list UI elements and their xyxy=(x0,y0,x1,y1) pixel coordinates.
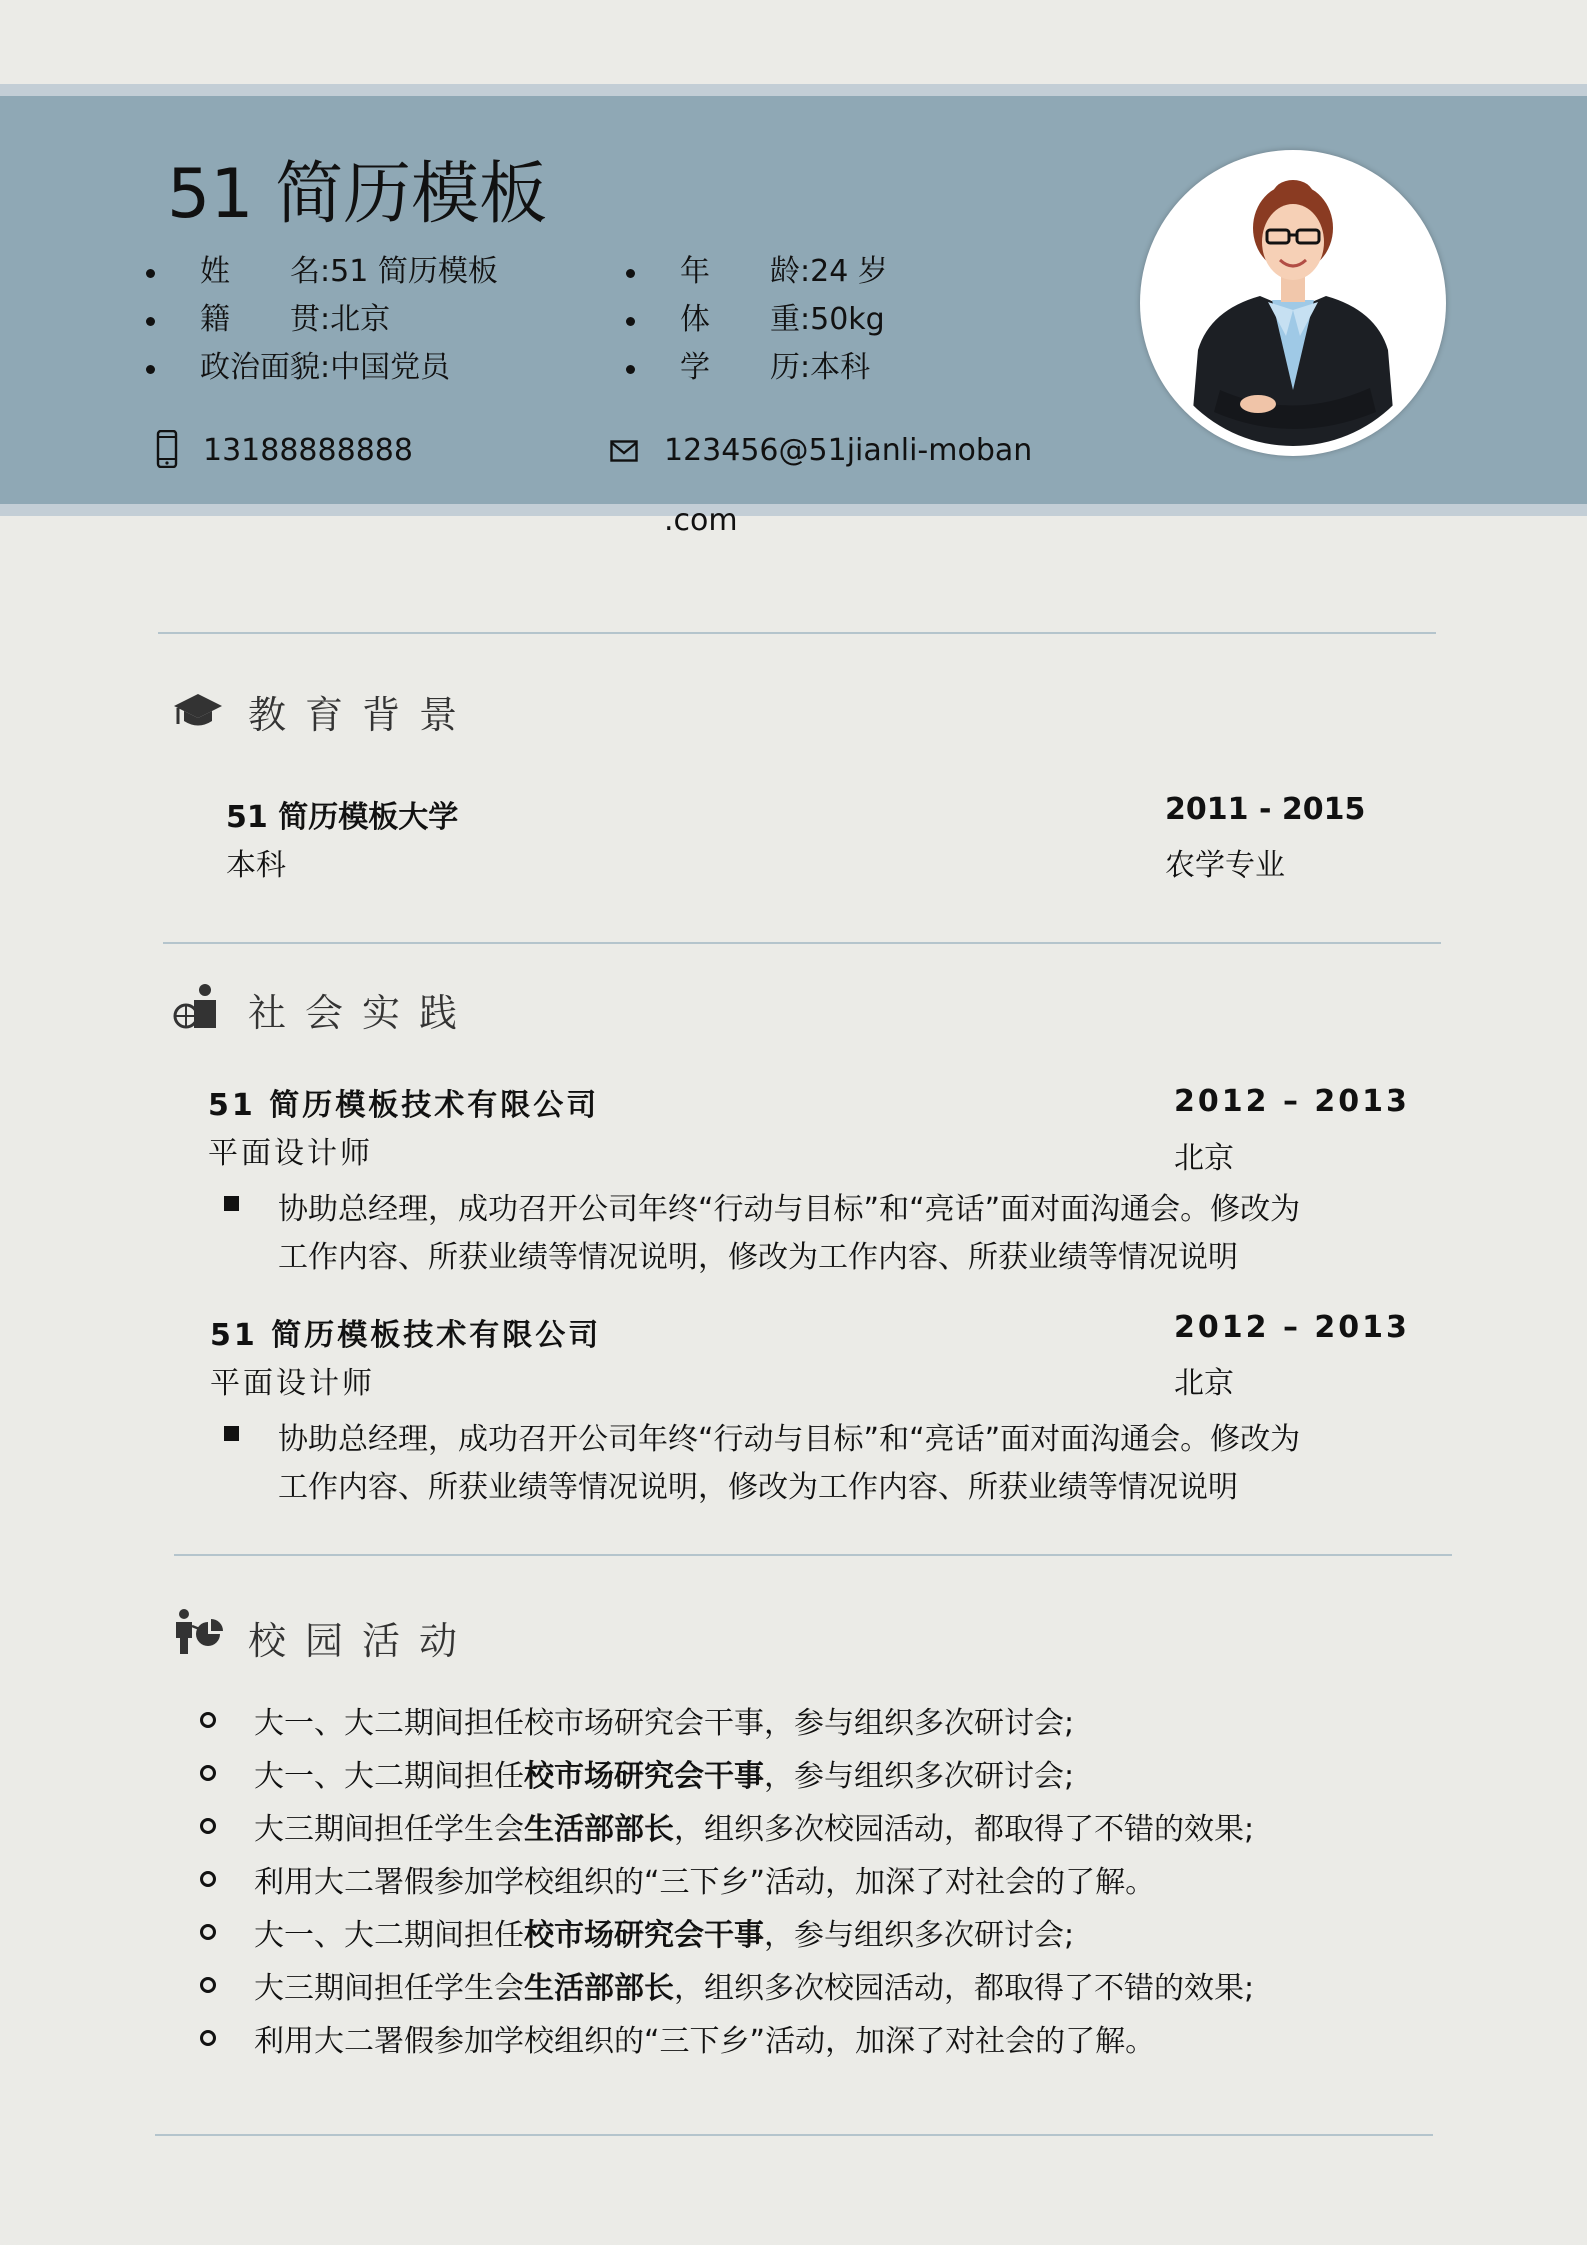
practice-city: 北京 xyxy=(1174,1141,1234,1176)
practice-desc-line: 协助总经理，成功召开公司年终“行动与目标”和“亮话”面对面沟通会。修改为 xyxy=(278,1192,1301,1227)
practice-desc-line: 协助总经理，成功召开公司年终“行动与目标”和“亮话”面对面沟通会。修改为 xyxy=(278,1422,1301,1457)
info-sep: : xyxy=(800,302,811,337)
campus-item-text: 大一、大二期间担任校市场研究会干事，参与组织多次研讨会; xyxy=(254,1706,1075,1741)
info-age xyxy=(680,252,888,292)
bullet-dot-icon xyxy=(146,269,155,278)
section-divider xyxy=(163,942,1441,944)
practice-role: 平面设计师 xyxy=(210,1366,375,1401)
info-sep: : xyxy=(320,302,331,337)
ring-bullet-icon xyxy=(200,1871,216,1887)
info-hometown xyxy=(200,300,390,340)
info-label: 姓 名 xyxy=(200,254,320,289)
campus-item-bold: 生活部部长 xyxy=(524,1971,674,2006)
practice-role: 平面设计师 xyxy=(208,1136,373,1171)
info-political xyxy=(200,348,450,388)
info-label: 体 重 xyxy=(680,302,800,337)
ring-bullet-icon xyxy=(200,1712,216,1728)
campus-item xyxy=(254,1751,1074,1795)
campus-item-text: 大一、大二期间担任 xyxy=(254,1918,524,1953)
campus-item xyxy=(254,2016,1155,2060)
info-label: 籍 贯 xyxy=(200,302,320,337)
info-label: 学 历 xyxy=(680,350,800,385)
avatar xyxy=(1150,160,1436,446)
info-sep: : xyxy=(320,350,331,385)
campus-item-text: ，组织多次校园活动，都取得了不错的效果; xyxy=(674,1812,1255,1847)
campus-item xyxy=(254,1804,1254,1848)
campus-item xyxy=(254,1963,1254,2007)
info-value: 51 简历模板 xyxy=(330,254,498,289)
bullet-dot-icon xyxy=(626,365,635,374)
campus-item-text: ，参与组织多次研讨会; xyxy=(764,1759,1075,1794)
practice-city: 北京 xyxy=(1174,1366,1234,1401)
major: 农学专业 xyxy=(1165,848,1285,883)
info-name xyxy=(200,252,498,292)
info-sep: : xyxy=(800,350,811,385)
campus-item-text: 大一、大二期间担任 xyxy=(254,1759,524,1794)
section-title-campus: 校园活动 xyxy=(248,1619,477,1663)
bullet-dot-icon xyxy=(626,269,635,278)
ring-bullet-icon xyxy=(200,1818,216,1834)
phone-number[interactable]: 13188888888 xyxy=(203,433,413,468)
campus-item xyxy=(254,1910,1074,1954)
ring-bullet-icon xyxy=(200,1765,216,1781)
worker-icon xyxy=(172,982,224,1030)
campus-item-bold: 校市场研究会干事 xyxy=(524,1759,764,1794)
info-label: 政治面貌 xyxy=(200,350,320,385)
info-value: 50kg xyxy=(810,302,885,337)
campus-item-text: 利用大二署假参加学校组织的“三下乡”活动，加深了对社会的了解。 xyxy=(254,2024,1156,2059)
info-label: 年 龄 xyxy=(680,254,800,289)
header-band-top-edge xyxy=(0,84,1587,96)
mail-icon xyxy=(610,440,638,462)
info-education xyxy=(680,348,870,388)
education-years: 2011 - 2015 xyxy=(1165,792,1366,827)
school-name: 51 简历模板大学 xyxy=(226,800,459,835)
practice-company: 51 简历模板技术有限公司 xyxy=(208,1088,600,1123)
section-divider xyxy=(155,2134,1433,2136)
ring-bullet-icon xyxy=(200,2030,216,2046)
info-sep: : xyxy=(320,254,331,289)
practice-desc-line: 工作内容、所获业绩等情况说明，修改为工作内容、所获业绩等情况说明 xyxy=(278,1240,1238,1275)
bullet-dot-icon xyxy=(146,365,155,374)
header-band-bottom-edge xyxy=(0,504,1587,516)
practice-years: 2012 – 2013 xyxy=(1174,1084,1410,1119)
email-line-2: .com xyxy=(664,503,738,538)
info-value: 24 岁 xyxy=(810,254,888,289)
info-value: 中国党员 xyxy=(330,350,451,385)
info-value: 本科 xyxy=(810,350,871,385)
phone-icon xyxy=(156,430,178,468)
square-bullet-icon xyxy=(224,1196,239,1211)
presenter-chart-icon xyxy=(172,1608,224,1656)
practice-years: 2012 – 2013 xyxy=(1174,1310,1410,1345)
campus-item xyxy=(254,1698,1074,1742)
section-divider xyxy=(174,1554,1452,1556)
info-sep: : xyxy=(800,254,811,289)
campus-item-text: 利用大二署假参加学校组织的“三下乡”活动，加深了对社会的了解。 xyxy=(254,1865,1156,1900)
degree: 本科 xyxy=(226,848,286,883)
bullet-dot-icon xyxy=(146,317,155,326)
practice-company: 51 简历模板技术有限公司 xyxy=(210,1318,602,1353)
square-bullet-icon xyxy=(224,1426,239,1441)
section-title-practice: 社会实践 xyxy=(248,991,477,1035)
info-weight xyxy=(680,300,885,340)
section-title-education: 教育背景 xyxy=(248,693,477,737)
campus-item xyxy=(254,1857,1155,1901)
avatar-portrait-icon xyxy=(1150,160,1436,446)
campus-item-bold: 校市场研究会干事 xyxy=(524,1918,764,1953)
campus-item-text: ，参与组织多次研讨会; xyxy=(764,1918,1075,1953)
practice-desc-line: 工作内容、所获业绩等情况说明，修改为工作内容、所获业绩等情况说明 xyxy=(278,1470,1238,1505)
ring-bullet-icon xyxy=(200,1924,216,1940)
section-divider xyxy=(158,632,1436,634)
campus-item-bold: 生活部部长 xyxy=(524,1812,674,1847)
campus-item-text: 大三期间担任学生会 xyxy=(254,1812,524,1847)
info-value: 北京 xyxy=(330,302,391,337)
email-line-1[interactable]: 123456@51jianli-moban xyxy=(664,433,1033,468)
campus-item-text: 大三期间担任学生会 xyxy=(254,1971,524,2006)
ring-bullet-icon xyxy=(200,1977,216,1993)
bullet-dot-icon xyxy=(626,317,635,326)
graduation-cap-icon xyxy=(172,686,224,734)
resume-title: 51 简历模板 xyxy=(167,155,548,234)
campus-item-text: ，组织多次校园活动，都取得了不错的效果; xyxy=(674,1971,1255,2006)
